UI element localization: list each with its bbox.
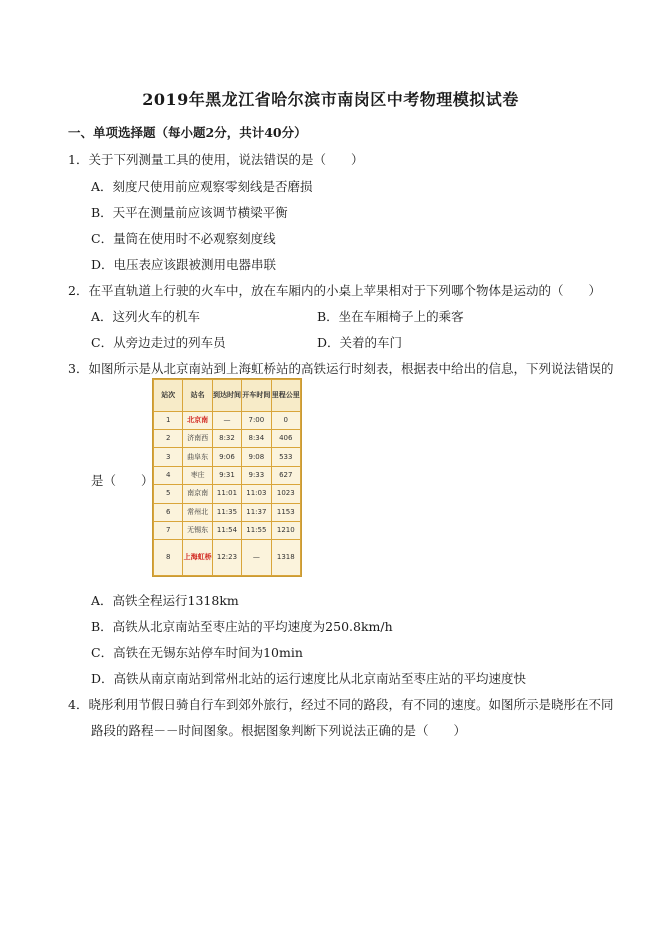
timetable-cell: 12:23 <box>212 540 241 576</box>
timetable-cell: 1023 <box>271 485 300 503</box>
question-4-stem-continuation: 路段的路程－－时间图象。根据图象判断下列说法正确的是（ ） <box>91 723 467 738</box>
question-1-stem: 1．关于下列测量工具的使用，说法错误的是（ ） <box>68 152 364 167</box>
timetable-cell: 1 <box>154 411 183 429</box>
timetable-cell: 11:03 <box>242 485 271 503</box>
timetable-cell: 4 <box>154 466 183 484</box>
timetable-cell: 9:08 <box>242 448 271 466</box>
timetable-cell: — <box>242 540 271 576</box>
timetable-header-cell: 站次 <box>154 380 183 412</box>
timetable-cell: 11:54 <box>212 521 241 539</box>
timetable-cell: 北京南 <box>183 411 212 429</box>
timetable-row <box>154 411 301 429</box>
timetable-cell: 11:35 <box>212 503 241 521</box>
timetable-cell: — <box>212 411 241 429</box>
question-2-option-c: C．从旁边走过的列车员 <box>91 335 226 350</box>
timetable-header-row <box>154 380 301 412</box>
question-3-option-c: C．高铁在无锡东站停车时间为10min <box>91 645 303 660</box>
timetable-row <box>154 466 301 484</box>
timetable-row <box>154 503 301 521</box>
question-3-option-a: A．高铁全程运行1318km <box>91 593 239 608</box>
timetable-row <box>154 448 301 466</box>
question-2-stem: 2．在平直轨道上行驶的火车中，放在车厢内的小桌上苹果相对于下列哪个物体是运动的（ ） <box>68 283 601 298</box>
timetable-cell: 11:01 <box>212 485 241 503</box>
timetable-cell: 7:00 <box>242 411 271 429</box>
timetable-cell: 5 <box>154 485 183 503</box>
question-4-stem: 4．晓彤利用节假日骑自行车到郊外旅行，经过不同的路段，有不同的速度。如图所示是晓彤在不同 <box>68 697 614 712</box>
timetable-cell: 533 <box>271 448 300 466</box>
question-3-option-d: D．高铁从南京南站到常州北站的运行速度比从北京南站至枣庄站的平均速度快 <box>91 671 527 686</box>
question-2-option-b: B．坐在车厢椅子上的乘客 <box>317 309 464 324</box>
timetable-cell: 1318 <box>271 540 300 576</box>
page-title: 2019年黑龙江省哈尔滨市南岗区中考物理模拟试卷 <box>142 90 519 109</box>
timetable-row <box>154 485 301 503</box>
timetable-cell: 枣庄 <box>183 466 212 484</box>
timetable-cell: 627 <box>271 466 300 484</box>
question-1-option-d: D．电压表应该跟被测用电器串联 <box>91 257 277 272</box>
timetable-cell: 曲阜东 <box>183 448 212 466</box>
timetable-cell: 9:33 <box>242 466 271 484</box>
question-3-stem: 3．如图所示是从北京南站到上海虹桥站的高铁运行时刻表，根据表中给出的信息，下列说法错误的 <box>68 361 614 376</box>
timetable-header-cell: 里程公里 <box>271 380 300 412</box>
timetable-cell: 6 <box>154 503 183 521</box>
question-1-option-c: C．量筒在使用时不必观察刻度线 <box>91 231 276 246</box>
timetable-cell: 3 <box>154 448 183 466</box>
question-2-option-d: D．关着的车门 <box>317 335 403 350</box>
timetable-cell: 8:34 <box>242 430 271 448</box>
timetable-row <box>154 540 301 576</box>
question-1-option-a: A．刻度尺使用前应观察零刻线是否磨损 <box>91 179 313 194</box>
timetable-cell: 济南西 <box>183 430 212 448</box>
timetable-header-cell: 开车时间 <box>242 380 271 412</box>
timetable-cell: 7 <box>154 521 183 539</box>
question-3-option-b: B．高铁从北京南站至枣庄站的平均速度为250.8km/h <box>91 619 393 634</box>
timetable-cell: 9:31 <box>212 466 241 484</box>
timetable-row <box>154 521 301 539</box>
timetable-cell: 2 <box>154 430 183 448</box>
timetable-cell: 1210 <box>271 521 300 539</box>
timetable-header-cell: 站名 <box>183 380 212 412</box>
timetable-cell: 8 <box>154 540 183 576</box>
timetable-cell: 上海虹桥 <box>183 540 212 576</box>
question-2-option-a: A．这列火车的机车 <box>91 309 201 324</box>
timetable-header-cell: 到达时间 <box>212 380 241 412</box>
timetable-cell: 1153 <box>271 503 300 521</box>
section-heading: 一、单项选择题（每小题2分，共计40分） <box>68 125 307 140</box>
timetable-cell: 南京南 <box>183 485 212 503</box>
timetable-cell: 11:37 <box>242 503 271 521</box>
timetable-cell: 406 <box>271 430 300 448</box>
timetable-cell: 8:32 <box>212 430 241 448</box>
timetable-cell: 无锡东 <box>183 521 212 539</box>
timetable-cell: 0 <box>271 411 300 429</box>
timetable-row <box>154 430 301 448</box>
train-timetable <box>152 378 302 577</box>
question-1-option-b: B．天平在测量前应该调节横梁平衡 <box>91 205 288 220</box>
timetable-cell: 11:55 <box>242 521 271 539</box>
timetable-cell: 常州北 <box>183 503 212 521</box>
question-3-stem-continuation: 是（ ） <box>91 473 154 488</box>
timetable-cell: 9:06 <box>212 448 241 466</box>
